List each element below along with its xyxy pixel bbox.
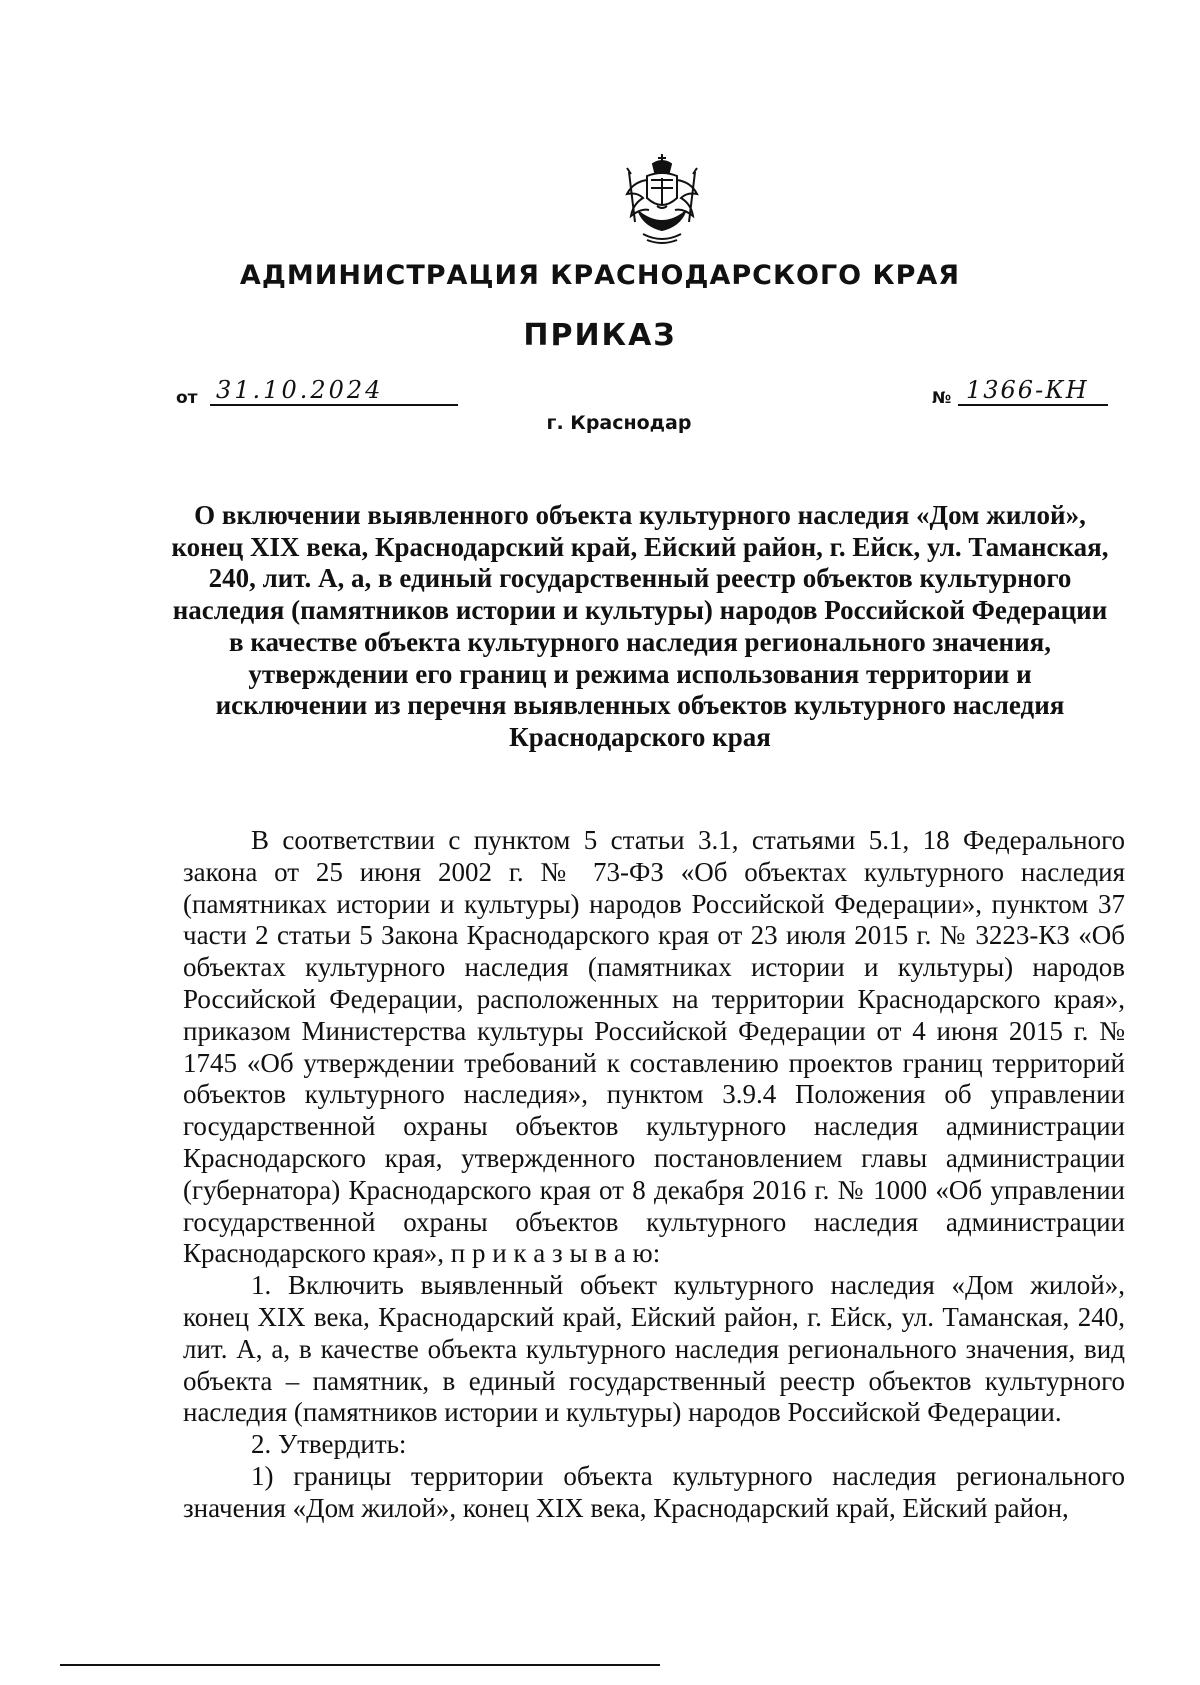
number-underline	[958, 404, 1108, 406]
footer-divider	[60, 1664, 660, 1666]
item-2-paragraph: 2. Утвердить:	[251, 1429, 407, 1460]
preamble-paragraph: В соответствии с пунктом 5 статьи 3.1, статьями 5.1, 18 Федерального закона от 25 июня 2002 г. № 73-ФЗ «Об объектах культурного наследия (памятниках истории и культуры) народов Российской Федерации», пунктом 37 части 2 статьи 5 Закона Краснодарского края от 23 июля 2015 г. № 3223-КЗ «Об объектах культурного наследия (памятниках истории и культуры) народов Российской Федерации, расположенных на территории Краснодарского края», приказом Министерства культуры Российской Федерации от 4 июня 2015 г. № 1745 «Об утверждении требований к составлению проектов границ территорий объектов культурного наследия», пунктом 3.9.4 Положения об управлении государственной охраны объектов культурного наследия администрации Краснодарского края, утвержденного постановлением главы администрации (губернатора) Краснодарского края от 8 декабря 2016 г. № 1000 «Об управлении государственной охраны объектов культурного наследия администрации Краснодарского края», п р и к а з ы в а ю:	[183, 825, 1125, 1269]
city-label: г. Краснодар	[546, 412, 692, 434]
item-2-1-paragraph: 1) границы территории объекта культурного наследия регионального значения «Дом жилой», конец XIX века, Краснодарский край, Ейский район,	[183, 1460, 1125, 1523]
number-field	[932, 376, 1122, 412]
item-1-paragraph: 1. Включить выявленный объект культурного наследия «Дом жилой», конец XIX века, Краснодарский край, Ейский район, г. Ейск, ул. Таманская, 240, лит. А, а, в качестве объекта культурного наследия регионального значения, вид объекта – памятник, в единый государственный реестр объектов культурного наследия (памятников истории и культуры) народов Российской Федерации.	[183, 1270, 1125, 1428]
document-type-title: ПРИКАЗ	[523, 318, 677, 353]
organization-title: АДМИНИСТРАЦИЯ КРАСНОДАРСКОГО КРАЯ	[239, 260, 961, 291]
document-body	[183, 825, 1125, 1525]
document-subject: О включении выявленного объекта культурного наследия «Дом жилой», конец XIX века, Краснодарский край, Ейский район, г. Ейск, ул. Таманская, 240, лит. А, а, в единый государственный реестр объектов культурного наследия (памятников истории и культуры) народов Российской Федерации в качестве объекта культурного наследия регионального значения, утверждении его границ и режима использования территории и исключении из перечня выявленных объектов культурного наследия Краснодарского края	[171, 500, 1109, 752]
number-value: 1366-КН	[966, 376, 1089, 404]
date-underline	[210, 404, 458, 406]
date-value: 31.10.2024	[216, 376, 384, 404]
number-prefix: №	[932, 388, 952, 407]
date-prefix: от	[176, 388, 198, 408]
coat-of-arms-icon	[617, 150, 707, 250]
date-field	[176, 376, 476, 412]
